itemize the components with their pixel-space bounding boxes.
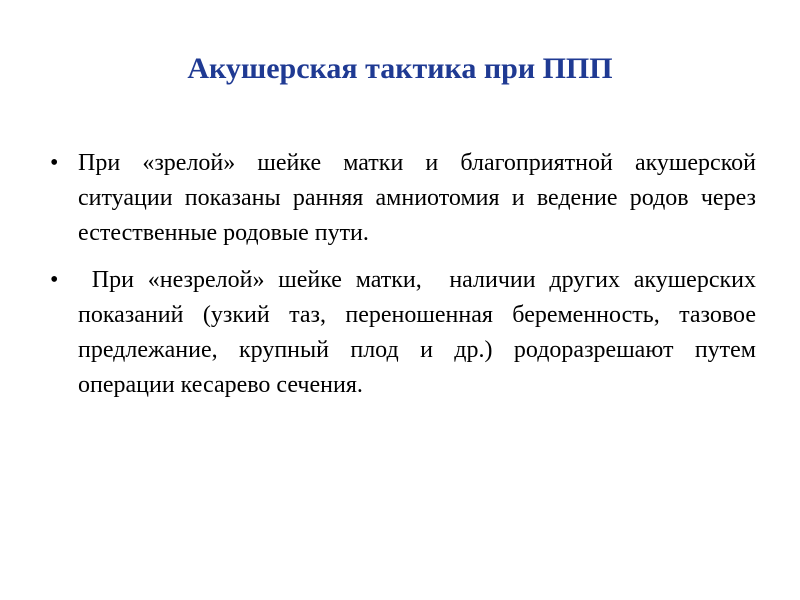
- bullet-text: При «незрелой» шейке матки, наличии других акушерских показаний (узкий таз, переношенная беременность, тазовое предлежание, крупный плод и др.) родоразрешают путем операции кесарево сечения.: [78, 267, 762, 398]
- slide-title: Акушерская тактика при ППП: [187, 52, 613, 85]
- bullet-list: [44, 146, 762, 415]
- bullet-icon: •: [50, 267, 59, 293]
- bullet-icon: •: [50, 150, 59, 176]
- bullet-text: При «зрелой» шейке матки и благоприятной акушерской ситуации показаны ранняя амниотомия и ведение родов через естественные родовые пути.: [78, 150, 756, 246]
- bullet-item: [44, 263, 762, 403]
- bullet-item: [44, 146, 756, 251]
